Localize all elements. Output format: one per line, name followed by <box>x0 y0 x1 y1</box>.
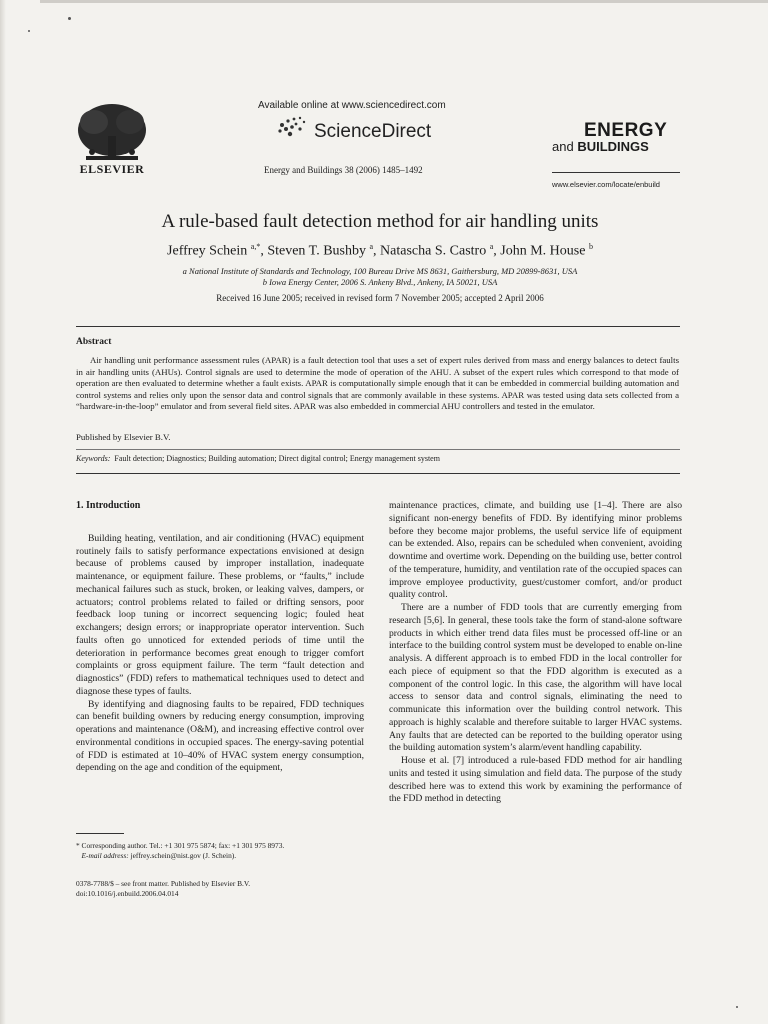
email-label: E-mail address: <box>81 851 129 860</box>
abstract-heading: Abstract <box>76 337 112 347</box>
keywords-line <box>76 454 440 463</box>
abstract-top-rule <box>76 326 680 327</box>
body-paragraph: House et al. [7] introduced a rule-based FDD method for air handling units and tested it using simulation and field data. The purpose of the study described here was to extend this work by examining the performance of the FDD method in detecting <box>389 755 682 805</box>
journal-header-rule <box>552 172 680 173</box>
scan-speck <box>736 1006 738 1008</box>
abstract-published-by: Published by Elsevier B.V. <box>76 432 171 442</box>
article-title: A rule-based fault detection method for air handling units <box>161 211 599 232</box>
scan-speck <box>68 17 71 20</box>
body-paragraph: maintenance practices, climate, and building use [1–4]. There are also significant non-energy benefits of FDD. By identifying minor problems before they become major problems, the useful service life of equipment can be extended. Also, repairs can be scheduled when convenient, avoiding downtime and overtime work. Depending on the building use, better control of the temperature, humidity, and ventilation rate of the occupied spaces can improve employee productivity, guest/customer comfort, and/or product quality control. <box>389 500 682 601</box>
author-name: Steven T. Bushby <box>267 243 370 259</box>
affiliation-b: b Iowa Energy Center, 2006 S. Ankeny Blvd., Ankeny, IA 50021, USA <box>262 277 498 287</box>
author-affiliation-mark: a <box>489 242 494 251</box>
sciencedirect-dots-icon <box>274 115 314 143</box>
author-name: Natascha S. Castro <box>380 243 490 259</box>
corresponding-author-line: * Corresponding author. Tel.: +1 301 975 5874; fax: +1 301 975 8973. <box>76 841 285 850</box>
section-heading-introduction: 1. Introduction <box>76 500 141 511</box>
journal-name-buildings: BUILDINGS <box>577 139 649 154</box>
abstract-body: Air handling unit performance assessment rules (APAR) is a fault detection tool that uses a set of expert rules derived from mass and energy balances to detect faults in air handling units (AHUs). Control signals are used to determine the mode of operation of the AHU. A subset of the expert rules which correspond to that mode of operation are then evaluated to determine whether a fault exists. APAR is computationally simple enough that it can be embedded in commercial building automation and control systems and relies only upon the sensor data and control signals that are commonly available in these systems. APAR was tested using data sets collected from a “hardware-in-the-loop” emulator and from several field sites. APAR was also embedded in commercial AHU controllers and tested in the emulator. <box>76 355 679 411</box>
body-paragraph: Building heating, ventilation, and air conditioning (HVAC) equipment routinely fails to satisfy performance expectations envisioned at design because of problems caused by improper installation, inadequate maintenance, or equipment failure. These problems, or “faults,” include mechanical failures such as stuck, broken, or leaking valves, dampers, or actuators; control problems related to failed or drifting sensors, poor feedback loop tuning or incorrect sequencing logic; fouled heat exchangers; design errors; or inappropriate operator intervention. Such faults often go unnoticed for extended periods of time until the deterioration in performance becomes great enough to trigger comfort complaints or gross equipment failure. The term “fault detection and diagnostics” (FDD) refers to mathematical techniques used to detect and diagnose these types of faults. <box>76 532 364 697</box>
body-paragraph: There are a number of FDD tools that are currently emerging from research [5,6]. In general, these tools take the form of stand-alone software products in which either trend data files must be processed off-line or an interface to the building control system must be developed to enable on-line analysis. A different approach is to embed FDD in the local controller for each piece of equipment so that the FDD algorithm is executed as a component of the control logic. In this case, the algorithm will have local access to sensor data and control signals, eliminating the need to communicate this information over the building control network. This approach is highly scalable and therefore suitable to larger HVAC systems. Any faults that are detected can be reported to the building operator using the building automation system’s alarm/event handling capability. <box>389 602 682 754</box>
received-dates: Received 16 June 2005; received in revised form 7 November 2005; accepted 2 April 2006 <box>216 293 544 303</box>
author-name: Jeffrey Schein <box>167 243 251 259</box>
scan-top-line <box>40 0 768 3</box>
scan-speck <box>28 30 30 32</box>
issn-line: 0378-7788/$ – see front matter. Published by Elsevier B.V. <box>76 879 251 888</box>
journal-reference: Energy and Buildings 38 (2006) 1485–1492 <box>264 165 423 175</box>
keywords-label: Keywords: <box>76 454 111 463</box>
corresponding-author-footnote <box>76 841 376 861</box>
journal-url: www.elsevier.com/locate/enbuild <box>552 180 660 189</box>
doi-line: doi:10.1016/j.enbuild.2006.04.014 <box>76 889 179 898</box>
journal-name-and: and <box>552 139 574 154</box>
email-address: jeffrey.schein@nist.gov (J. Schein). <box>130 851 237 860</box>
right-column <box>389 500 682 806</box>
scan-edge-shadow <box>0 0 6 1024</box>
email-line <box>76 851 376 861</box>
sciencedirect-brand: ScienceDirect <box>314 121 432 142</box>
author-affiliation-mark: a <box>369 242 374 251</box>
footnote-rule <box>76 833 124 834</box>
keywords-text: Fault detection; Diagnostics; Building automation; Direct digital control; Energy management system <box>114 454 440 463</box>
journal-name-and-buildings <box>552 139 649 154</box>
keywords-rule <box>76 449 680 450</box>
author-affiliation-mark: a,* <box>250 242 261 251</box>
abstract-bottom-rule <box>76 473 680 474</box>
author-name: John M. House <box>500 243 589 259</box>
available-online-text: Available online at www.sciencedirect.com <box>258 100 446 111</box>
body-paragraph: By identifying and diagnosing faults to be repaired, FDD techniques can benefit building owners by reducing energy consumption, improving operations and maintenance (O&M), and increasing effective control over environmental conditions in occupied spaces. The energy-saving potential of FDD is estimated at 10–40% of HVAC system energy consumption, depending on the age and condition of the equipment, <box>76 698 364 774</box>
affiliation-a: a National Institute of Standards and Technology, 100 Bureau Drive MS 8631, Gaithersburg, MD 20899-8631, USA <box>182 266 578 276</box>
publisher-name: ELSEVIER <box>79 162 145 176</box>
journal-name-energy: ENERGY <box>584 120 668 141</box>
author-affiliation-mark: b <box>588 242 593 251</box>
issn-block <box>76 879 250 899</box>
left-column <box>76 500 364 775</box>
author-list: Jeffrey Schein $^{a,*}$, Steven T. Bushby $^a$, Natascha S. Castro $^a$, John M. House $^b$ <box>167 242 593 259</box>
